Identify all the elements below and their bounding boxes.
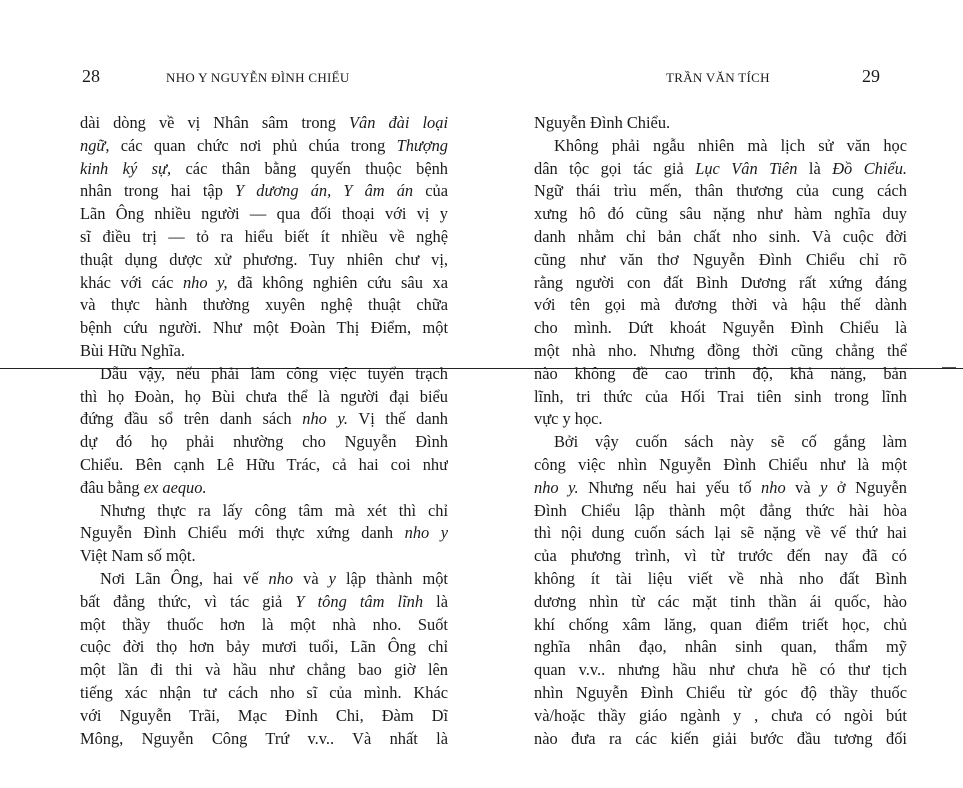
text-run: thì họ Đoàn, họ Bùi chưa thể là người đại biểu (80, 386, 448, 406)
text-line (80, 158, 448, 181)
text-run: bất đẳng thức, vì tác giả (80, 591, 296, 611)
italic-phrase: ngữ, (80, 135, 110, 155)
text-line (80, 500, 448, 523)
text-line (534, 203, 907, 226)
text-run: của phương trình, vì từ trước đến nay đã có (534, 546, 907, 566)
text-run: sĩ điều trị — tỏ ra hiểu biết ít nhiều về nghệ (80, 226, 448, 246)
text-line (80, 340, 448, 363)
text-line (534, 135, 907, 158)
right-running-head: TRẦN VĂN TÍCH (666, 70, 770, 85)
text-line (80, 568, 448, 591)
scan-fold-line (0, 368, 963, 369)
text-line (80, 705, 448, 728)
text-run: Chiểu. Bên cạnh Lê Hữu Trác, cả hai coi như (80, 454, 448, 474)
text-run: nào đưa ra các kiến giải bước đầu tương đối (534, 728, 907, 748)
italic-phrase: nho y (404, 523, 448, 543)
text-run: dân tộc gọi tác giả (534, 158, 696, 178)
text-line (534, 249, 907, 272)
text-line (534, 522, 907, 545)
text-run: nhân trong hai tập (80, 181, 236, 201)
italic-phrase: Lục Vân Tiên (695, 158, 798, 178)
text-run: đâu bằng (80, 477, 144, 497)
text-run: cuộc đời thọ hơn bảy mươi tuổi, Lãn Ông chỉ (80, 637, 448, 657)
text-run: cho mình. Dứt khoát Nguyễn Đình Chiểu là (534, 318, 907, 338)
text-run: Nhưng nếu hai yếu tố (578, 477, 762, 497)
text-run: Không phải ngẫu nhiên mà lịch sử văn học (554, 135, 907, 155)
text-run: rằng người con đất Bình Dương rất xứng đáng (534, 272, 907, 292)
text-run: danh nhằm chỉ bản chất nho sinh. Và cuộc đời (534, 226, 907, 246)
italic-phrase: nho (761, 477, 786, 497)
italic-phrase: ex aequo. (143, 477, 207, 497)
text-run: các quan chức nơi phủ chúa trong (109, 135, 397, 155)
text-run: là (797, 158, 833, 178)
text-line (80, 112, 448, 135)
italic-phrase: nho y. (534, 477, 579, 497)
scan-edge-mark (942, 367, 956, 368)
italic-phrase: Đồ Chiểu. (832, 158, 907, 178)
italic-phrase: Vân đài loại (349, 113, 448, 132)
text-line (80, 522, 448, 545)
text-run: với tên gọi mà đương thời và hậu thế dành (534, 295, 907, 315)
text-run: Vị thế danh (347, 409, 448, 429)
text-line (534, 636, 907, 659)
left-body-text (80, 112, 448, 750)
text-run: Đình Chiểu lập thành một đẳng thức hài hòa (534, 500, 907, 520)
text-run: dương nhìn từ các mặt tinh thần ái quốc, hào (534, 591, 907, 611)
text-run: công việc nhìn Nguyễn Đình Chiểu như là một (534, 454, 907, 474)
left-page-number: 28 (82, 66, 100, 86)
text-line (80, 408, 448, 431)
text-line (534, 431, 907, 454)
text-line (534, 591, 907, 614)
text-line (80, 249, 448, 272)
text-line (534, 545, 907, 568)
text-run: tiếng xác nhận tư cách nho sĩ của mình. Khác (80, 682, 448, 702)
text-run: Việt Nam số một. (80, 546, 196, 566)
text-line (80, 180, 448, 203)
text-line (534, 659, 907, 682)
text-run: Nguyễn Đình Chiểu mới thực xứng danh (80, 523, 405, 543)
left-running-head: NHO Y NGUYỄN ĐÌNH CHIỂU (166, 70, 350, 85)
text-line (534, 454, 907, 477)
text-line (534, 294, 907, 317)
text-run: và/hoặc thầy giáo ngành y , chưa có ngòi bút (534, 705, 907, 725)
text-run: dự đó họ phải nhường cho Nguyễn Đình (80, 432, 448, 452)
text-run: và (785, 477, 821, 497)
text-line (80, 363, 448, 386)
text-run: là (423, 591, 448, 611)
text-line (534, 477, 907, 500)
text-line (534, 363, 907, 386)
text-run: Mông, Nguyễn Công Trứ v.v.. Và nhất là (80, 728, 448, 748)
text-run: nhìn Nguyễn Đình Chiểu từ góc độ thầy thuốc (534, 682, 907, 702)
text-line (534, 614, 907, 637)
text-run: một thầy thuốc hơn là một nhà nho. Suốt (80, 614, 448, 634)
text-line (80, 203, 448, 226)
italic-phrase: Y dương án, Y âm án (235, 181, 414, 201)
text-run: Nơi Lãn Ông, hai vế (100, 568, 269, 588)
text-line (534, 705, 907, 728)
text-line (80, 591, 448, 614)
right-body-text (534, 112, 907, 750)
text-run: vực y học. (534, 409, 603, 429)
text-run: Lãn Ông nhiều người — qua đối thoại với vị y (80, 204, 448, 224)
text-run: và (293, 568, 329, 588)
text-line (80, 431, 448, 454)
text-run: Dẫu vậy, nếu phải làm công việc tuyển trạch (100, 363, 448, 383)
text-run: một nhà nho. Nhưng đồng thời cũng chẳng thể (534, 340, 907, 360)
text-line (80, 682, 448, 705)
text-line (534, 728, 907, 751)
text-line (80, 317, 448, 340)
text-line (80, 477, 448, 500)
italic-phrase: nho (268, 568, 294, 588)
text-run: lập thành một (335, 568, 448, 588)
text-run: Bùi Hữu Nghĩa. (80, 340, 185, 360)
text-line (80, 614, 448, 637)
text-line (534, 317, 907, 340)
text-run: lĩnh, tri thức của Hối Trai tiên sinh trong lĩnh (534, 386, 907, 406)
text-line (80, 272, 448, 295)
text-line (80, 135, 448, 158)
right-page-number: 29 (862, 66, 880, 86)
text-line (534, 386, 907, 409)
text-line (534, 408, 907, 431)
italic-phrase: kinh ký sự, (80, 158, 172, 178)
italic-phrase: nho y, (182, 272, 228, 292)
text-run: dài dòng về vị Nhân sâm trong (80, 113, 350, 132)
text-line (534, 158, 907, 181)
text-run: và thực hành thường xuyên nghệ thuật chữa (80, 295, 448, 315)
text-line (534, 112, 907, 135)
text-line (80, 226, 448, 249)
text-run: thuật dụng dược xử phương. Tuy nhiên chư vị, (80, 249, 448, 269)
text-run: đã không nghiên cứu sâu xa (227, 272, 448, 292)
text-run: Nguyễn Đình Chiểu. (534, 113, 671, 132)
text-run: một lần đi thi và hầu như chẳng bao giờ lên (80, 660, 448, 680)
text-run: cũng như văn thơ Nguyễn Đình Chiểu chỉ rõ (534, 249, 907, 269)
text-run: xưng hô đó cũng sâu nặng như hàm nghĩa duy (534, 204, 907, 224)
text-line (534, 226, 907, 249)
text-run: Bởi vậy cuốn sách này sẽ cố gắng làm (554, 432, 907, 452)
text-line (534, 500, 907, 523)
text-run: Ngữ thái trìu mến, thân thương của cung cách (534, 181, 907, 201)
text-line (80, 454, 448, 477)
text-run: khác với các (80, 272, 183, 292)
text-line (534, 272, 907, 295)
italic-phrase: Y tông tâm lĩnh (295, 591, 424, 611)
text-run: nghĩa nhân đạo, nhân sinh quan, thẩm mỹ (534, 637, 907, 657)
text-run: nào không đề cao trình độ, khả năng, bản (534, 363, 907, 383)
text-run: khí chống xâm lăng, quan điểm triết học, chủ (534, 614, 907, 634)
italic-phrase: nho y. (302, 409, 348, 429)
italic-phrase: Thượng (396, 135, 448, 155)
text-line (80, 728, 448, 751)
text-run: đứng đầu sổ trên danh sách (80, 409, 303, 429)
text-line (534, 340, 907, 363)
text-line (534, 682, 907, 705)
italic-phrase: y (820, 477, 828, 497)
text-line (534, 568, 907, 591)
text-run: Nhưng thực ra lấy công tâm mà xét thì chỉ (100, 500, 448, 520)
italic-phrase: y (328, 568, 336, 588)
text-line (80, 294, 448, 317)
text-line (80, 545, 448, 568)
text-run: các thân bằng quyến thuộc bệnh (171, 158, 448, 178)
text-line (80, 659, 448, 682)
text-run: với Nguyễn Trãi, Mạc Đỉnh Chi, Đàm Dĩ (80, 705, 448, 725)
text-run: không ít tài liệu viết về nhà nho đất Bình (534, 568, 907, 588)
text-line (534, 180, 907, 203)
text-line (80, 636, 448, 659)
text-line (80, 386, 448, 409)
text-run: ở Nguyễn (827, 477, 907, 497)
text-run: quan v.v.. nhưng hầu như chưa hề có thư tịch (534, 660, 907, 680)
text-run: của (413, 181, 448, 201)
text-run: thì nội dung cuốn sách lại sẽ nặng về vế thứ hai (534, 523, 907, 543)
text-run: bệnh cứu người. Như một Đoàn Thị Điểm, một (80, 318, 448, 338)
